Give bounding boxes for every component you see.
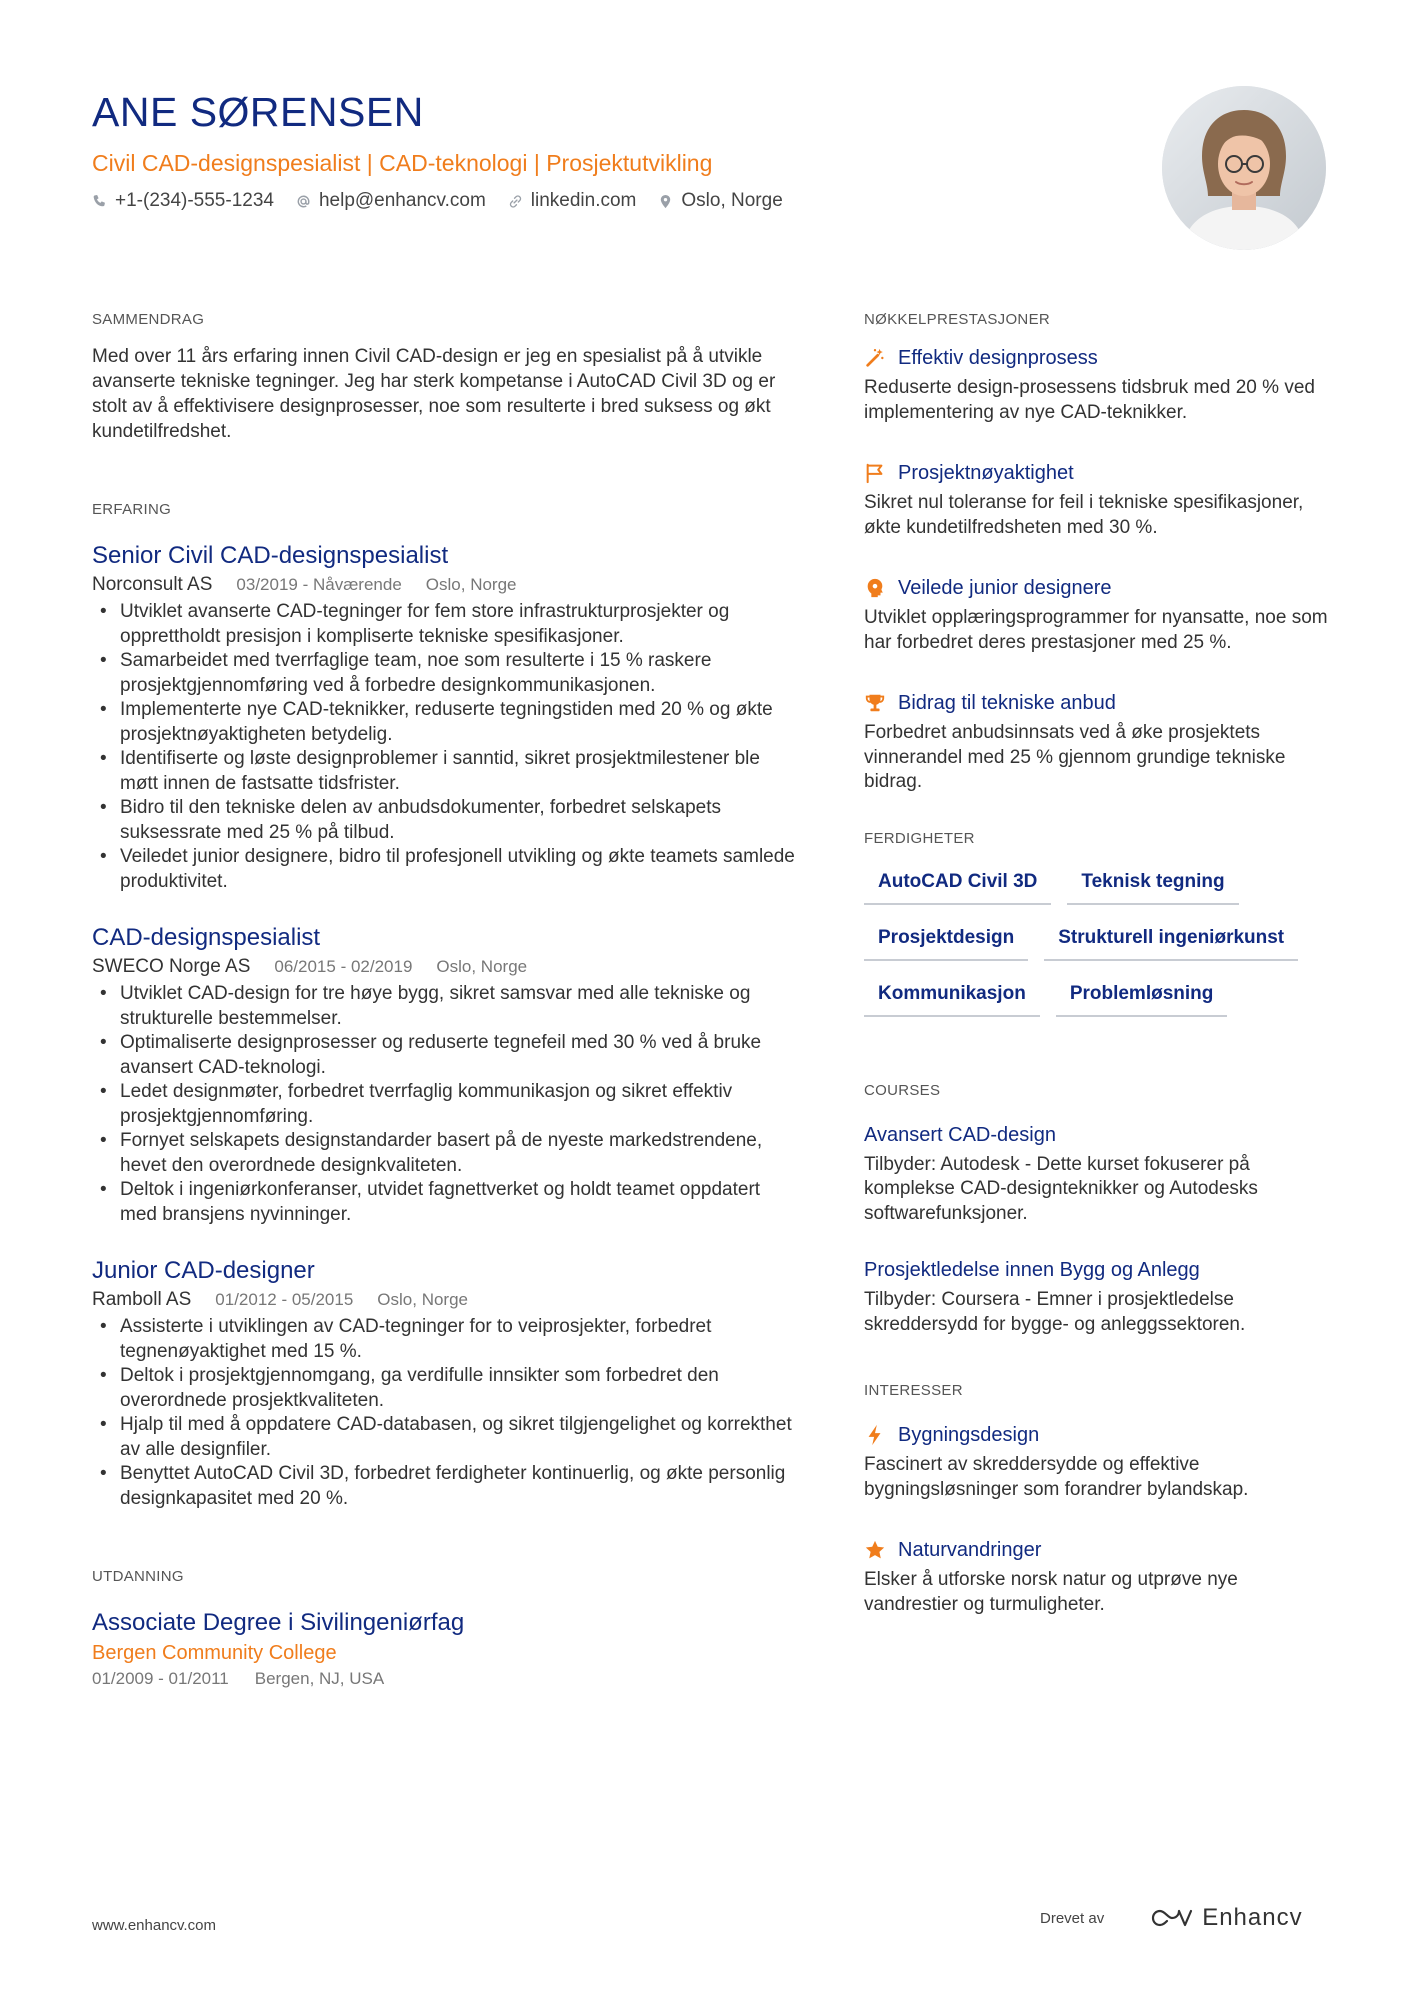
- interest-description: Fascinert av skreddersydde og effektive bygningsløsninger som forandrer bylandskap.: [864, 1454, 1249, 1500]
- job-title: Senior Civil CAD-designspesialist: [92, 542, 449, 569]
- location-text: Oslo, Norge: [681, 190, 783, 211]
- avatar-portrait: [1162, 86, 1326, 250]
- enhancv-logo-icon: [1150, 1907, 1194, 1929]
- course-description: Tilbyder: Coursera - Emner i prosjektledelse skreddersydd for bygge- og anleggssektoren.: [864, 1289, 1246, 1335]
- courses-section: [864, 1081, 1334, 1338]
- contact-linkedin: [508, 188, 637, 214]
- achievement-header: [864, 689, 1334, 717]
- email-address[interactable]: help@enhancv.com: [318, 190, 486, 211]
- achievements-section: [864, 310, 1334, 795]
- course-item: [864, 1121, 1334, 1227]
- interests-heading: INTERESSER: [864, 1382, 963, 1399]
- head-icon: [864, 577, 886, 599]
- achievement-header: [864, 574, 1334, 602]
- job-dates: 03/2019 - Nåværende: [236, 575, 402, 594]
- skill-tag: Strukturell ingeniørkunst: [1044, 921, 1298, 961]
- job-meta: [92, 1287, 798, 1313]
- candidate-name: ANE SØRENSEN: [92, 89, 424, 135]
- skills-heading: FERDIGHETER: [864, 829, 975, 847]
- achievement-description: Forbedret anbudsinnsats ved å øke prosjektets vinnerandel med 25 % gjennom grundige tekniske bidrag.: [864, 722, 1286, 792]
- job-bullets: [92, 600, 798, 894]
- education-section: [92, 1567, 798, 1691]
- job-meta: [92, 572, 798, 598]
- footer-website[interactable]: www.enhancv.com: [92, 1917, 216, 1934]
- profile-photo: [1162, 86, 1326, 250]
- skills-section: [864, 829, 1334, 1017]
- achievement-description: Sikret nul toleranse for feil i tekniske spesifikasjoner, økte kundetilfredsheten med 30 %.: [864, 492, 1304, 538]
- at-icon: [296, 194, 311, 209]
- skill-tag: AutoCAD Civil 3D: [864, 865, 1051, 905]
- right-column: [864, 310, 1334, 1651]
- job-bullet: • Implementerte nye CAD-teknikker, reduserte tegningstiden med 20 % og økte prosjektnøyaktigheten betydelig.: [92, 698, 798, 747]
- course-description: Tilbyder: Autodesk - Dette kurset fokuserer på komplekse CAD-designteknikker og Autodesks softwarefunksjoner.: [864, 1153, 1258, 1224]
- contact-row: [92, 188, 1142, 214]
- achievement-description: Reduserte design-prosessens tidsbruk med 20 % ved implementering av nye CAD-teknikker.: [864, 377, 1315, 423]
- resume-header: [92, 86, 1142, 214]
- interest-item: [864, 1536, 1334, 1617]
- skill-tag: Problemløsning: [1056, 977, 1228, 1017]
- job-bullet: • Fornyet selskapets designstandarder basert på de nyeste markedstrendene, hevet den overordnede designkvaliteten.: [92, 1129, 798, 1178]
- star-icon: [864, 1539, 886, 1561]
- brand-logo[interactable]: [1150, 1904, 1302, 1932]
- job-bullet: • Samarbeidet med tverrfaglige team, noe som resulterte i 15 % raskere prosjektgjennomføring ved å forbedre designkommunikasjonen.: [92, 649, 798, 698]
- job-company: Ramboll AS: [92, 1289, 192, 1310]
- job-dates: 01/2012 - 05/2015: [215, 1290, 354, 1309]
- job-title: CAD-designspesialist: [92, 924, 321, 951]
- degree-title: Associate Degree i Sivilingeniørfag: [92, 1609, 465, 1636]
- education-dates: 01/2009 - 01/2011: [92, 1669, 229, 1688]
- achievement-item: [864, 459, 1334, 540]
- job-bullet: • Benyttet AutoCAD Civil 3D, forbedret ferdigheter kontinuerlig, og økte personlig designkapasitet med 20 %.: [92, 1462, 798, 1511]
- job-entry: [92, 540, 798, 894]
- job-bullet: • Bidro til den tekniske delen av anbudsdokumenter, forbedret selskapets suksessrate med 25 % på tilbud.: [92, 796, 798, 845]
- job-bullet: • Deltok i prosjektgjennomgang, ga verdifulle innsikter som forbedret den overordnede prosjektkvaliteten.: [92, 1364, 798, 1413]
- link-icon: [508, 194, 523, 209]
- job-bullets: [92, 1315, 798, 1511]
- job-bullet: • Identifiserte og løste designproblemer i sanntid, sikret prosjektmilestener ble møtt innen de fastsatte tidsfrister.: [92, 747, 798, 796]
- achievement-item: [864, 344, 1334, 425]
- interest-header: [864, 1536, 1334, 1564]
- job-bullet: • Optimaliserte designprosesser og reduserte tegnefeil med 30 % ved å bruke avansert CAD-teknologi.: [92, 1031, 798, 1080]
- summary-section: [92, 310, 798, 444]
- job-bullet: • Deltok i ingeniørkonferanser, utvidet fagnettverket og holdt teamet oppdatert med bransjens nyvinninger.: [92, 1178, 798, 1227]
- magic-wand-icon: [864, 347, 886, 369]
- interests-section: [864, 1381, 1334, 1617]
- location-pin-icon: [658, 194, 673, 209]
- summary-heading: SAMMENDRAG: [92, 311, 205, 328]
- job-company: Norconsult AS: [92, 574, 213, 595]
- linkedin-link[interactable]: linkedin.com: [530, 190, 637, 211]
- left-column: [92, 310, 798, 1691]
- job-meta: [92, 954, 798, 980]
- phone-number[interactable]: +1-(234)-555-1234: [115, 190, 274, 211]
- job-bullet: • Utviklet CAD-design for tre høye bygg, sikret samsvar med alle tekniske og strukturelle bestemmelser.: [92, 982, 798, 1031]
- lightning-icon: [864, 1424, 886, 1446]
- footer-branding: [1040, 1904, 1303, 1932]
- achievement-header: [864, 344, 1334, 372]
- skill-tag: Prosjektdesign: [864, 921, 1028, 961]
- job-location: Oslo, Norge: [436, 957, 528, 976]
- achievement-title: Veilede junior designere: [898, 577, 1112, 599]
- summary-text: Med over 11 års erfaring innen Civil CAD-design er jeg en spesialist på å utvikle avanserte tekniske tegninger. Jeg har sterk kompetanse i AutoCAD Civil 3D og er stolt av å effektivisere designprosesser, noe som resulterte i bred suksess og økt kundetilfredshet.: [92, 346, 776, 442]
- experience-heading: ERFARING: [92, 501, 172, 518]
- interest-title: Naturvandringer: [898, 1539, 1042, 1561]
- job-bullet: • Assisterte i utviklingen av CAD-tegninger for to veiprosjekter, forbedret tegnenøyaktighet med 15 %.: [92, 1315, 798, 1364]
- brand-name: Enhancv: [1202, 1904, 1303, 1931]
- course-title: Avansert CAD-design: [864, 1123, 1056, 1146]
- job-entry: [92, 1255, 798, 1511]
- interest-title: Bygningsdesign: [898, 1424, 1040, 1446]
- job-title: Junior CAD-designer: [92, 1257, 315, 1284]
- job-location: Oslo, Norge: [425, 575, 517, 594]
- contact-email: [296, 188, 486, 214]
- job-dates: 06/2015 - 02/2019: [274, 957, 413, 976]
- education-location: Bergen, NJ, USA: [254, 1669, 385, 1688]
- achievement-item: [864, 689, 1334, 795]
- experience-section: [92, 500, 798, 1511]
- interest-description: Elsker å utforske norsk natur og utprøve nye vandrestier og turmuligheter.: [864, 1569, 1238, 1615]
- achievement-description: Utviklet opplæringsprogrammer for nyansatte, noe som har forbedret deres prestasjoner med 25 %.: [864, 607, 1328, 653]
- achievements-heading: NØKKELPRESTASJONER: [864, 311, 1051, 328]
- job-bullet: • Ledet designmøter, forbedret tverrfaglig kommunikasjon og sikret effektiv prosjektgjennomføring.: [92, 1080, 798, 1129]
- education-meta: [92, 1667, 798, 1691]
- school-name: Bergen Community College: [92, 1642, 337, 1664]
- education-heading: UTDANNING: [92, 1568, 184, 1585]
- powered-by-label: Drevet av: [1040, 1909, 1105, 1927]
- job-company: SWECO Norge AS: [92, 956, 251, 977]
- courses-heading: COURSES: [864, 1081, 941, 1099]
- job-bullets: [92, 982, 798, 1227]
- phone-icon: [92, 194, 107, 209]
- job-bullet: • Utviklet avanserte CAD-tegninger for fem store infrastrukturprosjekter og opprettholdt presisjon i kompliserte tekniske spesifikasjoner.: [92, 600, 798, 649]
- achievement-title: Effektiv designprosess: [898, 347, 1098, 369]
- flag-icon: [864, 462, 886, 484]
- achievement-title: Bidrag til tekniske anbud: [898, 692, 1116, 714]
- achievement-item: [864, 574, 1334, 655]
- interest-header: [864, 1421, 1334, 1449]
- interest-item: [864, 1421, 1334, 1502]
- job-location: Oslo, Norge: [377, 1290, 468, 1309]
- contact-location: [658, 188, 782, 214]
- course-title: Prosjektledelse innen Bygg og Anlegg: [864, 1259, 1200, 1281]
- job-entry: [92, 922, 798, 1227]
- course-item: [864, 1256, 1334, 1337]
- candidate-headline: Civil CAD-designspesialist | CAD-teknologi | Prosjektutvikling: [92, 150, 713, 176]
- contact-phone: [92, 188, 274, 214]
- job-bullet: • Veiledet junior designere, bidro til profesjonell utvikling og økte teamets samlede produktivitet.: [92, 845, 798, 894]
- job-bullet: • Hjalp til med å oppdatere CAD-databasen, og sikret tilgjengelighet og korrekthet av alle designfiler.: [92, 1413, 798, 1462]
- trophy-icon: [864, 692, 886, 714]
- skill-tag: Teknisk tegning: [1067, 865, 1238, 905]
- skills-list: [864, 865, 1334, 1017]
- achievement-title: Prosjektnøyaktighet: [898, 462, 1074, 484]
- skill-tag: Kommunikasjon: [864, 977, 1040, 1017]
- achievement-header: [864, 459, 1334, 487]
